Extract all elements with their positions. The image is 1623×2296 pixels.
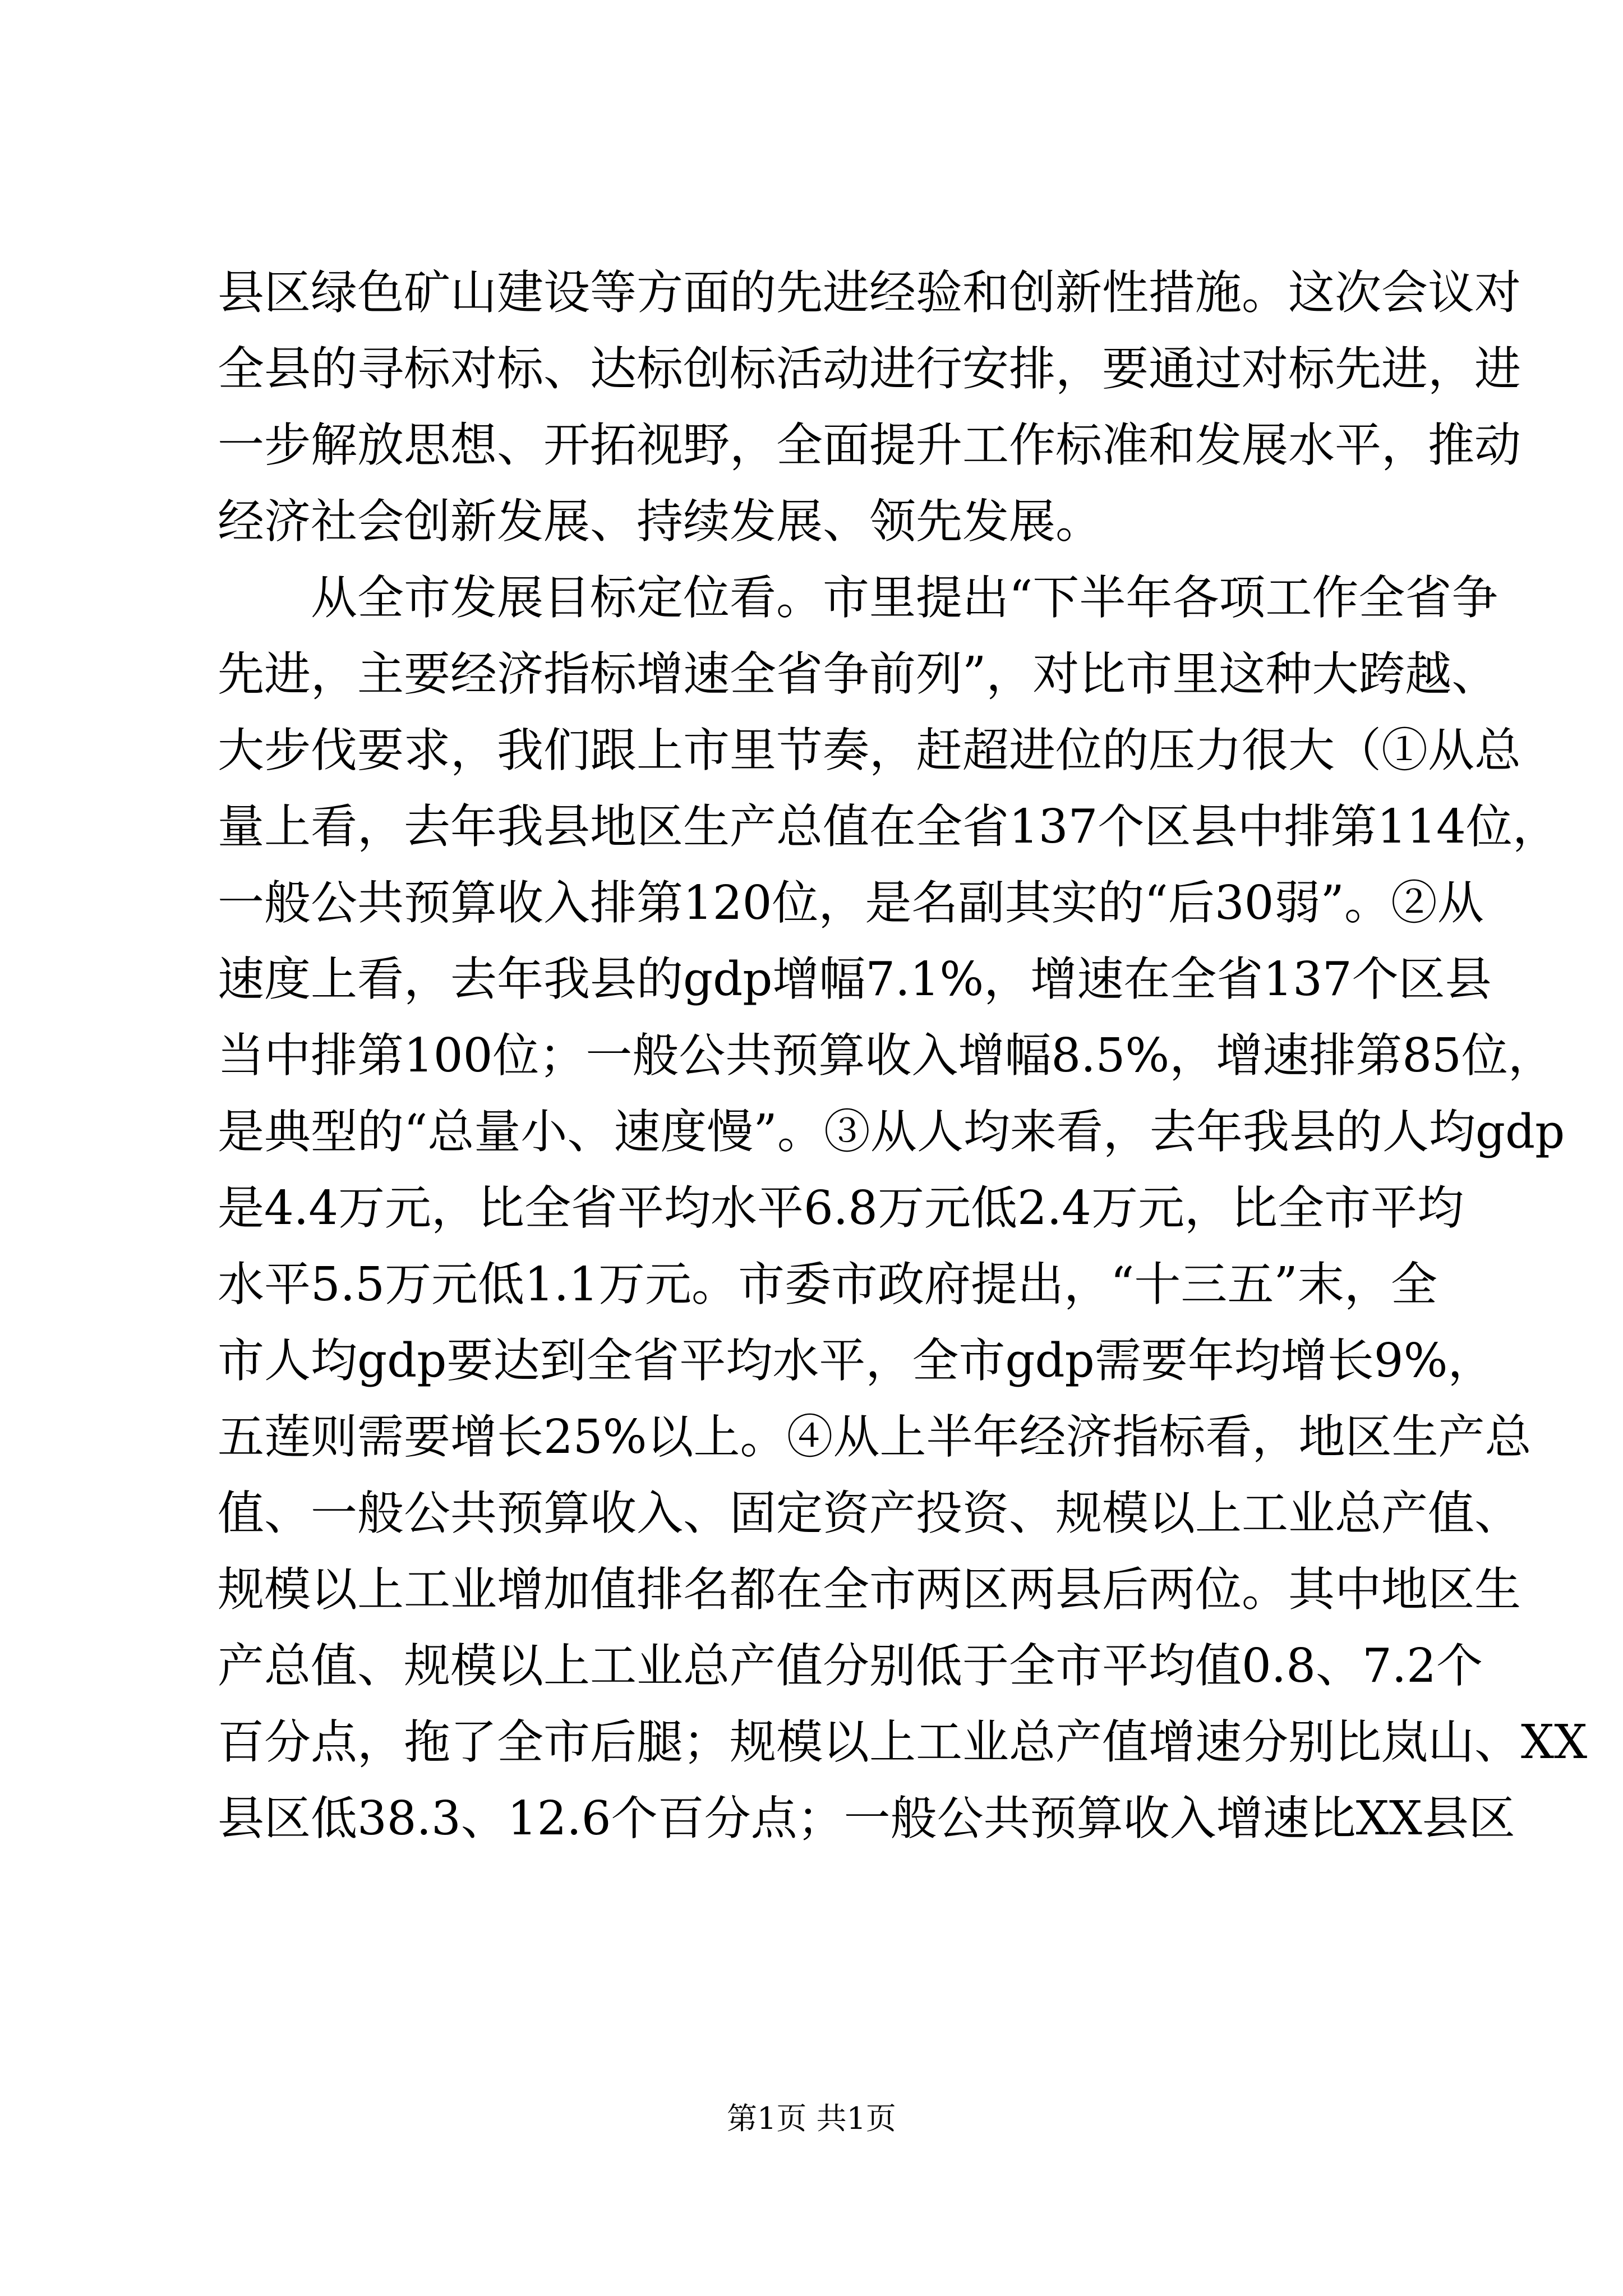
text-line-9: 一般公共预算收入排第120位，是名副其实的“后30弱”。②从 <box>218 876 1484 930</box>
text-line-7: 大步伐要求，我们跟上市里节奏，赶超进位的压力很大（①从总 <box>218 723 1521 777</box>
text-line-4: 经济社会创新发展、持续发展、领先发展。 <box>218 494 1102 549</box>
text-line-13: 是4.4万元，比全省平均水平6.8万元低2.4万元，比全市平均 <box>218 1181 1464 1235</box>
text-line-6: 先进，主要经济指标增速全省争前列”，对比市里这种大跨越、 <box>218 647 1498 701</box>
body-text <box>218 255 1588 1857</box>
text-line-10: 速度上看，去年我县的gdp增幅7.1%，增速在全省137个区县 <box>218 952 1492 1006</box>
text-line-12: 是典型的“总量小、速度慢”。③从人均来看，去年我县的人均gdp <box>218 1105 1565 1159</box>
text-line-11: 当中排第100位；一般公共预算收入增幅8.5%，增速排第85位， <box>218 1028 1555 1083</box>
text-line-21: 县区低38.3、12.6个百分点；一般公共预算收入增速比XX县区 <box>218 1791 1515 1846</box>
text-line-3: 一步解放思想、开拓视野，全面提升工作标准和发展水平，推动 <box>218 418 1521 472</box>
text-line-8: 量上看，去年我县地区生产总值在全省137个区县中排第114位， <box>218 799 1559 854</box>
text-line-17: 值、一般公共预算收入、固定资产投资、规模以上工业总产值、 <box>218 1486 1521 1540</box>
text-line-20: 百分点，拖了全市后腿；规模以上工业总产值增速分别比岚山、XX <box>218 1715 1588 1769</box>
page-footer <box>0 2099 1623 2138</box>
paragraph-start-line: 从全市发展目标定位看。市里提出“下半年各项工作全省争 <box>311 570 1498 625</box>
text-line-16: 五莲则需要增长25%以上。④从上半年经济指标看，地区生产总 <box>218 1410 1532 1464</box>
text-line-19: 产总值、规模以上工业总产值分别低于全市平均值0.8、7.2个 <box>218 1639 1483 1693</box>
page-number-label: 第1页 共1页 <box>727 2101 896 2136</box>
text-line-15: 市人均gdp要达到全省平均水平，全市gdp需要年均增长9%， <box>218 1333 1495 1388</box>
text-line-2: 全县的寻标对标、达标创标活动进行安排，要通过对标先进，进 <box>218 342 1521 396</box>
text-line-18: 规模以上工业增加值排名都在全市两区两县后两位。其中地区生 <box>218 1562 1521 1617</box>
text-line-1: 县区绿色矿山建设等方面的先进经验和创新性措施。这次会议对 <box>218 265 1521 320</box>
text-line-14: 水平5.5万元低1.1万元。市委市政府提出，“十三五”末，全 <box>218 1257 1437 1312</box>
